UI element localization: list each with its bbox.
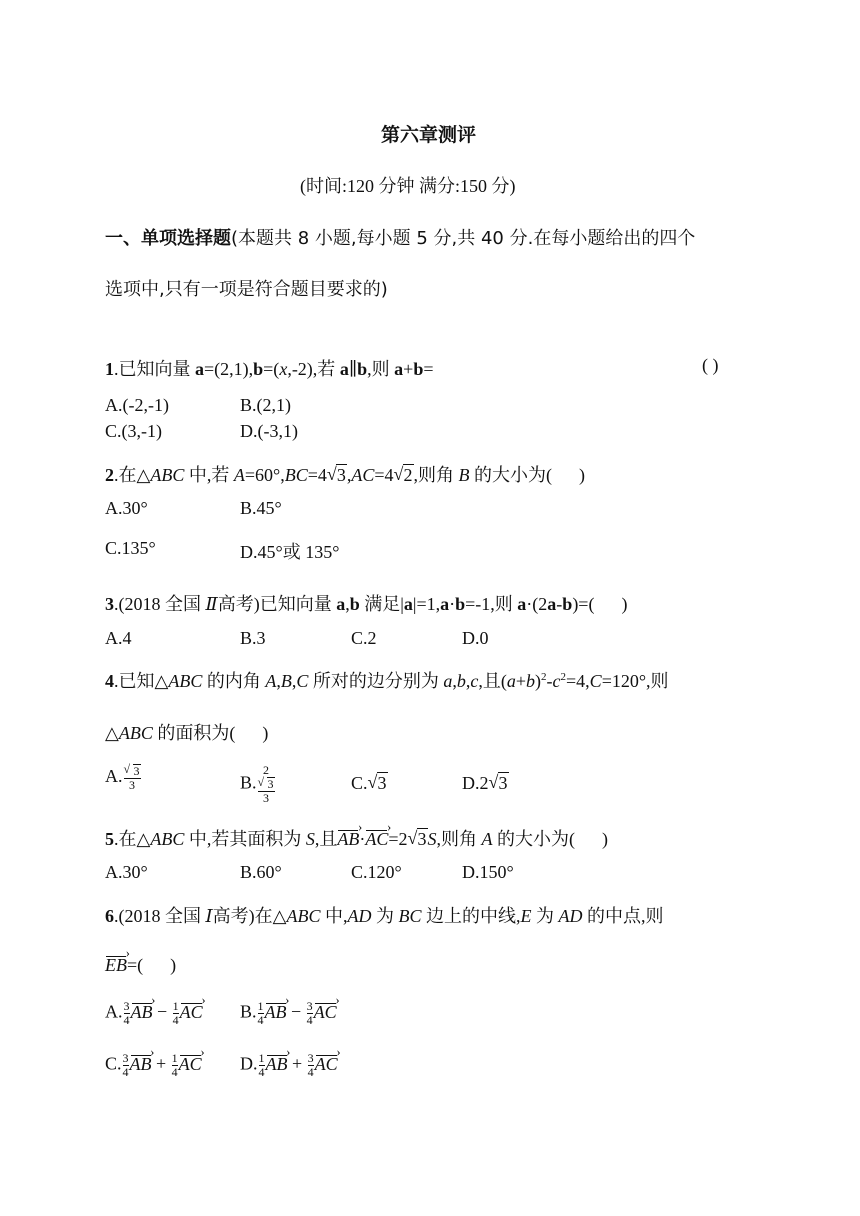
q6-option-d: D. $\frac{1}{4}$ › AB + $\frac{3}{4}$ › AC [240,1052,338,1079]
q5-option-d: D.150° [462,862,514,882]
q2-option-b: B.45° [240,498,282,518]
question-2: 2.在△ABC 中,若 A=60°,BC=4√ 3,AC=4√ 2,则角 B 的大小为( ) [105,461,585,487]
question-1-answer-bracket: ( ) [702,355,719,375]
q6-option-a: A. $\frac{3}{4}$ › AB − $\frac{1}{4}$ › AC [105,1000,203,1027]
q4-option-b: B. 2 √ 3 3 [240,764,276,805]
q2-option-c: C.135° [105,538,156,558]
exam-info: (时间:120 分钟 满分:150 分) [300,176,516,196]
question-5: 5.在△ABC 中,若其面积为 S,且› AB·› AC=2√ 3S,则角 A 的大小为( ) [105,825,608,851]
question-6-line2: › EB=( ) [105,955,176,976]
q5-option-c: C.120° [351,862,402,882]
q5-option-a: A.30° [105,862,148,882]
q1-option-b: B.(2,1) [240,395,291,415]
page-title: 第六章测评 [381,124,477,146]
q2-option-a: A.30° [105,498,148,518]
q4-option-c: C.√ 3 [351,773,388,794]
q3-option-a: A.4 [105,628,132,648]
section-desc-line1: (本题共 8 小题,每小题 5 分,共 40 分.在每小题给出的四个 [231,228,696,249]
question-3: 3.(2018 全国 Ⅱ高考)已知向量 a,b 满足|a|=1,a·b=-1,则 a·(2a-b)=( ) [105,594,628,614]
q4-option-d: D.2√ 3 [462,773,509,794]
q3-option-c: C.2 [351,628,377,648]
q6-option-c: C. $\frac{3}{4}$ › AB + $\frac{1}{4}$ › AC [105,1052,202,1079]
q6-option-b: B. $\frac{1}{4}$ › AB − $\frac{3}{4}$ › AC [240,1000,337,1027]
section-title: 一、单项选择题 [105,228,231,249]
q1-option-a: A.(-2,-1) [105,395,169,415]
q3-option-d: D.0 [462,628,489,648]
question-4-line2: △ABC 的面积为( ) [105,723,269,743]
q4-option-a: A. √ $\frac{3}{3}$ [105,764,142,792]
q1-option-c: C.(3,-1) [105,421,162,441]
q1-option-d: D.(-3,1) [240,421,298,441]
question-1: 1.已知向量 a=(2,1),b=(x,-2),若 a∥b,则 a+b= [105,359,434,379]
q5-option-b: B.60° [240,862,282,882]
section-desc-line2: 选项中,只有一项是符合题目要求的) [105,279,388,300]
q3-option-b: B.3 [240,628,266,648]
q2-option-d: D.45°或 135° [240,542,340,562]
question-6-line1: 6.(2018 全国 Ⅰ高考)在△ABC 中,AD 为 BC 边上的中线,E 为 AD 的中点,则 [105,906,664,926]
question-4-line1: 4.已知△ABC 的内角 A,B,C 所对的边分别为 a,b,c,且$(a+b)^2-c^2=4,C=120^\circ$,则 [105,671,669,691]
section-heading [105,224,695,250]
